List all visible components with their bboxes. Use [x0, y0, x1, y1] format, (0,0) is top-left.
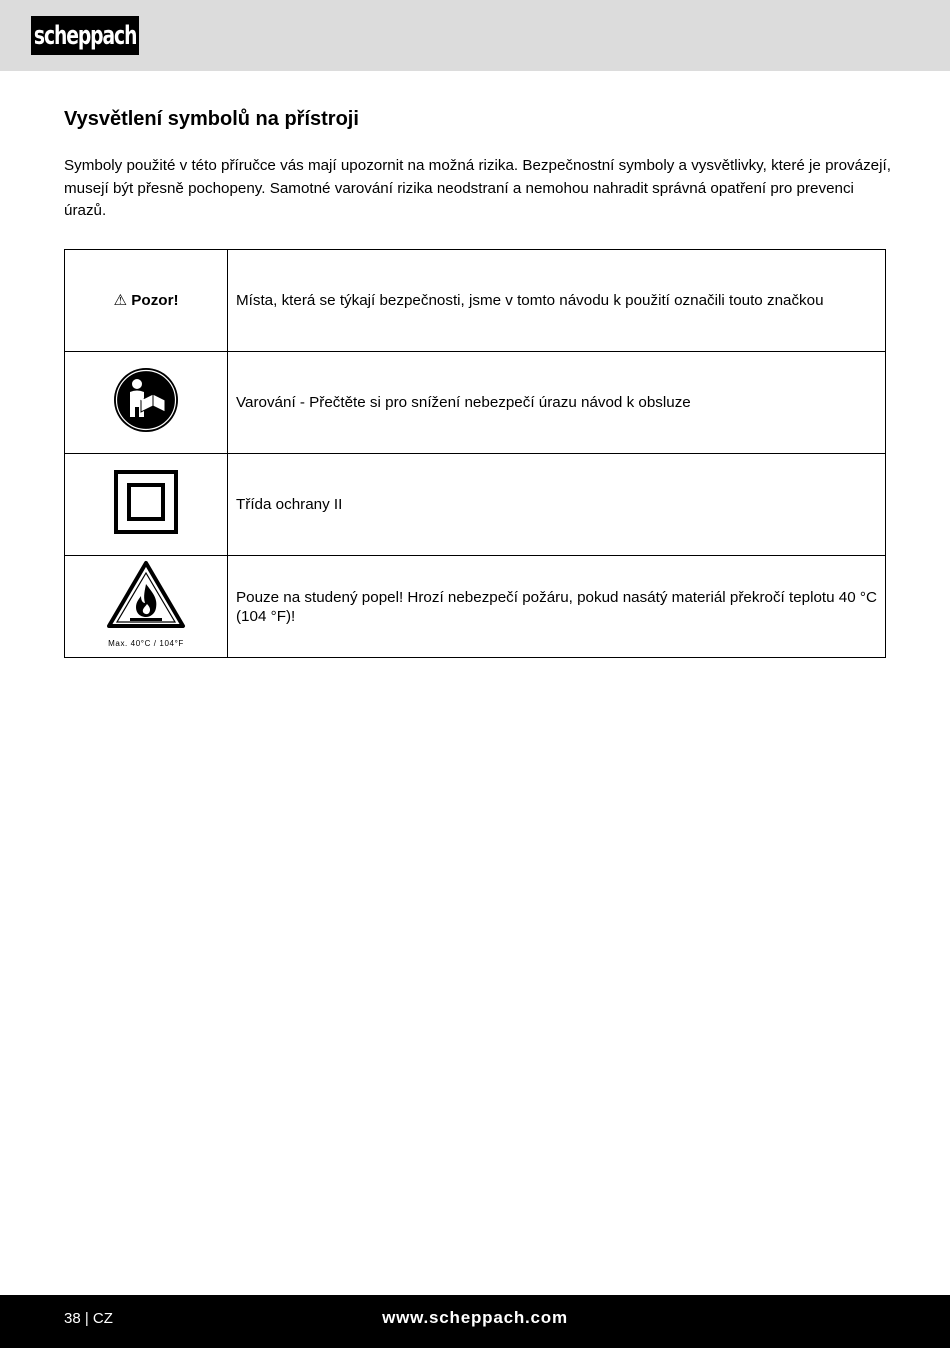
table-row — [65, 454, 886, 556]
description-cell: Třída ochrany II — [228, 454, 886, 556]
symbol-cell — [65, 352, 228, 454]
page-number: 38 | CZ — [64, 1310, 113, 1327]
table-row — [65, 556, 886, 658]
scheppach-logo — [31, 16, 139, 55]
intro-paragraph: Symboly použité v této příručce vás mají upozornit na možná rizika. Bezpečnostní symboly a vysvětlivky, které je provázejí, musejí být přesně pochopeny. Samotné varování rizika neodstraní a nemohou nahradit správná opatření pro prevenci úrazů. — [64, 157, 891, 219]
protection-class-ii-icon — [114, 470, 178, 539]
symbol-cell — [65, 250, 228, 352]
page-footer — [0, 1295, 950, 1348]
max-temperature-label: Max. 40°C / 104°F — [108, 639, 184, 648]
logo-text: scheppach — [33, 20, 137, 51]
read-manual-icon — [113, 367, 179, 438]
description-cell: Varování - Přečtěte si pro snížení nebezpečí úrazu návod k obsluze — [228, 352, 886, 454]
fire-warning-icon — [106, 560, 186, 633]
section-title: Vysvětlení symbolů na přístroji — [64, 108, 359, 130]
description-cell: Pouze na studený popel! Hrozí nebezpečí požáru, pokud nasátý materiál překročí teplotu 40 °C (104 °F)! — [228, 556, 886, 658]
symbols-table — [64, 249, 886, 658]
description-cell: Místa, která se týkají bezpečnosti, jsme v tomto návodu k použití označili touto značkou — [228, 250, 886, 352]
website-link[interactable]: www.scheppach.com — [382, 1308, 568, 1327]
page-header — [0, 0, 950, 71]
table-row — [65, 250, 886, 352]
pozor-label: ⚠ Pozor! — [113, 292, 179, 309]
symbol-cell — [65, 454, 228, 556]
table-row — [65, 352, 886, 454]
symbol-cell — [65, 556, 228, 658]
